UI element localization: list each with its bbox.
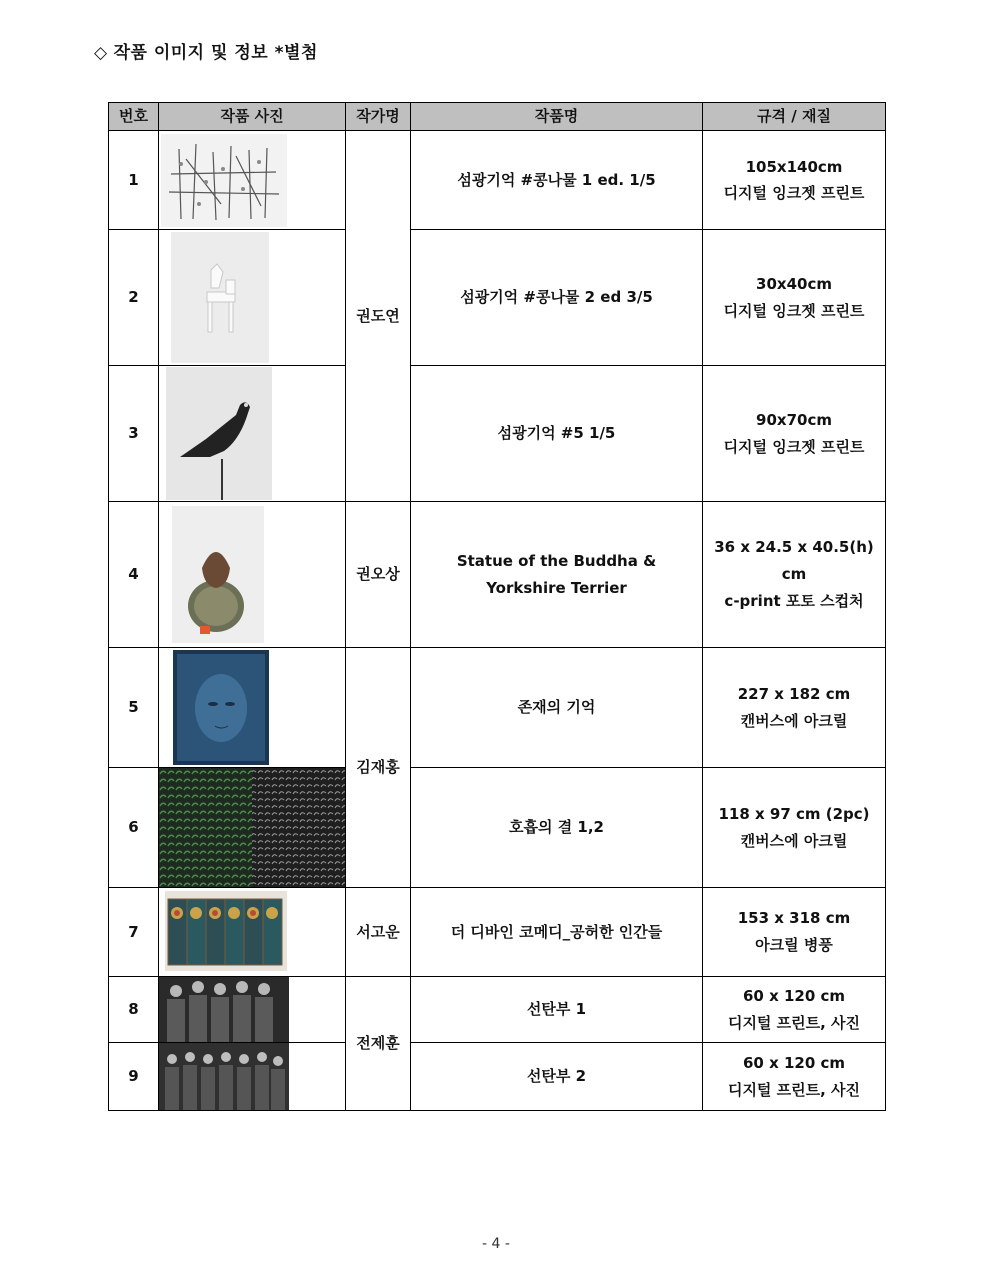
blue-buddha-face-painting	[173, 650, 269, 765]
row-number: 1	[109, 131, 159, 230]
coal-workers-group-photo-1	[159, 977, 289, 1042]
table-row	[109, 977, 886, 1043]
spec-size: 60 x 120 cm	[742, 1053, 846, 1072]
table-row	[109, 1043, 886, 1111]
diamond-icon: ◇	[94, 43, 108, 63]
artist-name: 김재홍	[346, 648, 411, 888]
artwork-spec	[703, 366, 886, 502]
spec-material: c-print 포토 스컵처	[724, 592, 864, 610]
table-row	[109, 768, 886, 888]
artwork-title: 선탄부 2	[411, 1043, 703, 1111]
spec-size: 30x40cm	[756, 275, 832, 294]
artist-name: 권도연	[346, 131, 411, 502]
artwork-title: 존재의 기억	[411, 648, 703, 768]
artwork-spec	[703, 888, 886, 977]
spec-material: 캔버스에 아크릴	[740, 831, 848, 850]
artwork-photo-cell	[159, 768, 346, 888]
artwork-spec	[703, 502, 886, 648]
artist-name: 서고운	[346, 888, 411, 977]
table-header-row	[109, 103, 886, 131]
artwork-spec	[703, 768, 886, 888]
white-chair-object-photo	[171, 232, 269, 363]
spec-material: 디지털 잉크젯 프린트	[723, 184, 865, 202]
spec-size: 60 x 120 cm	[742, 986, 846, 1005]
row-number: 6	[109, 768, 159, 888]
artwork-title: 더 디바인 코메디_공허한 인간들	[411, 888, 703, 977]
row-number: 9	[109, 1043, 159, 1111]
spec-material: 디지털 프린트, 사진	[727, 1080, 861, 1099]
row-number: 3	[109, 366, 159, 502]
artwork-photo-cell	[159, 131, 346, 230]
artwork-photo-cell	[159, 366, 346, 502]
artwork-title	[411, 502, 703, 648]
title-line: Yorkshire Terrier	[486, 578, 627, 597]
artwork-title: 섬광기억 #콩나물 1 ed. 1/5	[411, 131, 703, 230]
row-number: 8	[109, 977, 159, 1043]
spec-size: 105x140cm	[745, 157, 843, 176]
spec-material: 아크릴 병풍	[755, 936, 833, 954]
spec-unit: cm	[781, 565, 807, 583]
artwork-title: 섬광기억 #5 1/5	[411, 366, 703, 502]
table-row	[109, 230, 886, 366]
header-photo: 작품 사진	[159, 103, 346, 131]
artwork-title: 선탄부 1	[411, 977, 703, 1043]
header-number: 번호	[109, 103, 159, 131]
header-spec: 규격 / 재질	[703, 103, 886, 131]
artwork-spec	[703, 230, 886, 366]
heading-text: 작품 이미지 및 정보 *별첨	[113, 43, 318, 63]
spec-material: 캔버스에 아크릴	[740, 711, 848, 730]
bean-sprout-branches-photo	[161, 134, 287, 227]
spec-size: 90x70cm	[756, 411, 832, 430]
artwork-title: 호흡의 결 1,2	[411, 768, 703, 888]
artwork-title: 섬광기억 #콩나물 2 ed 3/5	[411, 230, 703, 366]
coal-workers-group-photo-2	[159, 1043, 289, 1110]
row-number: 2	[109, 230, 159, 366]
artwork-table	[108, 102, 886, 1111]
breath-texture-paintings	[159, 768, 345, 887]
table-row	[109, 366, 886, 502]
artwork-spec	[703, 648, 886, 768]
artist-name: 전제훈	[346, 977, 411, 1111]
table-row	[109, 888, 886, 977]
page-number: - 4 -	[482, 1236, 510, 1252]
page-heading	[94, 38, 318, 63]
spec-material: 디지털 잉크젯 프린트	[723, 301, 865, 320]
spec-size: 36 x 24.5 x 40.5(h)	[714, 538, 874, 556]
header-artist: 작가명	[346, 103, 411, 131]
artwork-spec	[703, 131, 886, 230]
artist-name: 권오상	[346, 502, 411, 648]
spec-material: 디지털 잉크젯 프린트	[723, 437, 865, 456]
title-line: Statue of the Buddha &	[456, 551, 657, 570]
artwork-photo-cell	[159, 648, 346, 768]
artwork-photo-cell	[159, 977, 346, 1043]
artwork-photo-cell	[159, 888, 346, 977]
buddha-terrier-sculpture-photo	[172, 506, 264, 643]
row-number: 5	[109, 648, 159, 768]
table-row	[109, 648, 886, 768]
spec-material: 디지털 프린트, 사진	[727, 1013, 861, 1032]
row-number: 4	[109, 502, 159, 648]
header-title: 작품명	[411, 103, 703, 131]
folding-screen-painting	[165, 891, 287, 971]
spec-size: 227 x 182 cm	[737, 684, 851, 703]
artwork-photo-cell	[159, 230, 346, 366]
crow-on-perch-photo	[166, 367, 272, 500]
spec-size: 118 x 97 cm (2pc)	[718, 804, 870, 823]
artwork-photo-cell	[159, 502, 346, 648]
spec-size: 153 x 318 cm	[737, 909, 851, 927]
table-row	[109, 502, 886, 648]
artwork-spec	[703, 1043, 886, 1111]
artwork-photo-cell	[159, 1043, 346, 1111]
artwork-spec	[703, 977, 886, 1043]
table-row	[109, 131, 886, 230]
row-number: 7	[109, 888, 159, 977]
